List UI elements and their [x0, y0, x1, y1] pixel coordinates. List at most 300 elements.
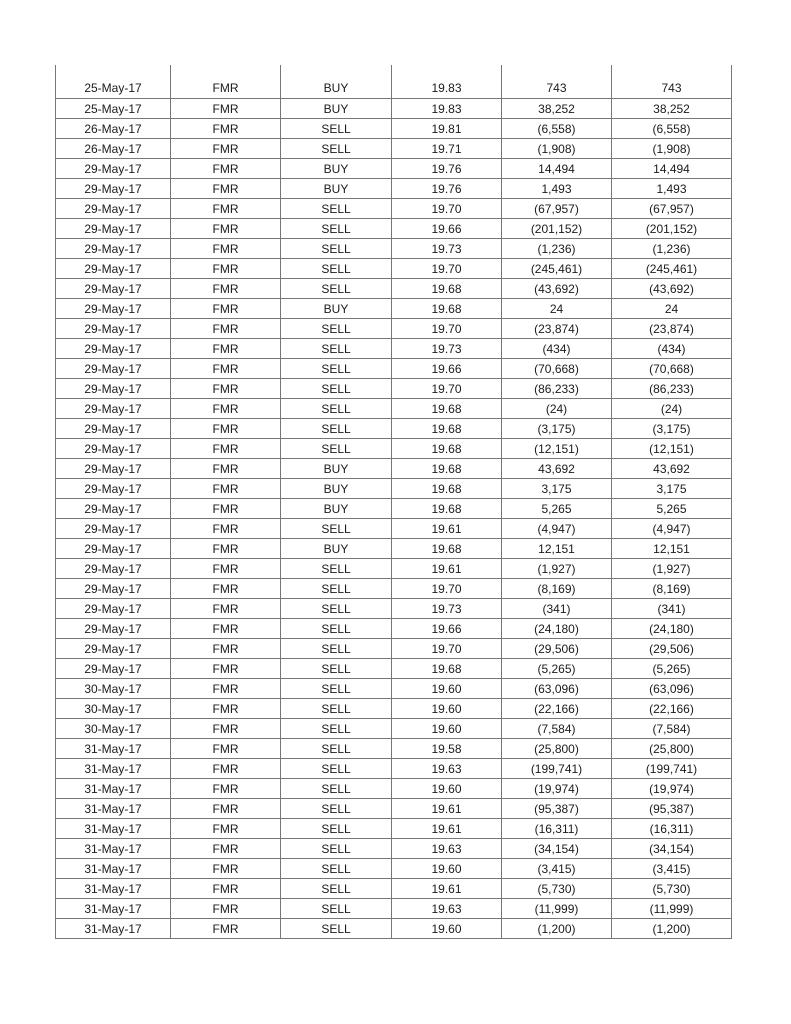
- price-cell: 19.60: [392, 719, 502, 739]
- shares-change-cell: (23,874): [502, 319, 612, 339]
- price-cell: 19.83: [392, 65, 502, 99]
- table-row: [56, 319, 732, 339]
- firm-cell: FMR: [171, 359, 281, 379]
- firm-cell: FMR: [171, 839, 281, 859]
- price-cell: 19.61: [392, 559, 502, 579]
- shares-total-cell: (8,169): [612, 579, 732, 599]
- firm-cell: FMR: [171, 779, 281, 799]
- date-cell: 29-May-17: [56, 659, 171, 679]
- price-cell: 19.60: [392, 859, 502, 879]
- firm-cell: FMR: [171, 119, 281, 139]
- price-cell: 19.81: [392, 119, 502, 139]
- shares-change-cell: 14,494: [502, 159, 612, 179]
- price-cell: 19.68: [392, 539, 502, 559]
- shares-total-cell: (12,151): [612, 439, 732, 459]
- price-cell: 19.60: [392, 779, 502, 799]
- date-cell: 29-May-17: [56, 499, 171, 519]
- date-cell: 29-May-17: [56, 379, 171, 399]
- table-row: [56, 399, 732, 419]
- side-cell: SELL: [281, 119, 392, 139]
- date-cell: 29-May-17: [56, 319, 171, 339]
- shares-total-cell: (11,999): [612, 899, 732, 919]
- firm-cell: FMR: [171, 279, 281, 299]
- shares-change-cell: (3,415): [502, 859, 612, 879]
- table-row: [56, 679, 732, 699]
- shares-total-cell: (6,558): [612, 119, 732, 139]
- side-cell: BUY: [281, 539, 392, 559]
- date-cell: 29-May-17: [56, 179, 171, 199]
- side-cell: SELL: [281, 319, 392, 339]
- shares-change-cell: 1,493: [502, 179, 612, 199]
- price-cell: 19.68: [392, 479, 502, 499]
- price-cell: 19.66: [392, 619, 502, 639]
- shares-total-cell: (95,387): [612, 799, 732, 819]
- date-cell: 29-May-17: [56, 519, 171, 539]
- side-cell: BUY: [281, 479, 392, 499]
- firm-cell: FMR: [171, 759, 281, 779]
- date-cell: 31-May-17: [56, 899, 171, 919]
- firm-cell: FMR: [171, 819, 281, 839]
- table-row: [56, 719, 732, 739]
- date-cell: 29-May-17: [56, 459, 171, 479]
- shares-total-cell: (3,175): [612, 419, 732, 439]
- price-cell: 19.73: [392, 239, 502, 259]
- table-row: [56, 919, 732, 939]
- shares-change-cell: (63,096): [502, 679, 612, 699]
- firm-cell: FMR: [171, 879, 281, 899]
- side-cell: SELL: [281, 259, 392, 279]
- side-cell: SELL: [281, 859, 392, 879]
- date-cell: 31-May-17: [56, 879, 171, 899]
- shares-total-cell: (3,415): [612, 859, 732, 879]
- side-cell: SELL: [281, 699, 392, 719]
- firm-cell: FMR: [171, 519, 281, 539]
- shares-total-cell: (63,096): [612, 679, 732, 699]
- table-row: [56, 779, 732, 799]
- table-row: [56, 379, 732, 399]
- table-row: [56, 619, 732, 639]
- table-row: [56, 519, 732, 539]
- side-cell: SELL: [281, 799, 392, 819]
- firm-cell: FMR: [171, 199, 281, 219]
- table-row: [56, 259, 732, 279]
- shares-total-cell: (1,908): [612, 139, 732, 159]
- price-cell: 19.63: [392, 839, 502, 859]
- price-cell: 19.70: [392, 379, 502, 399]
- date-cell: 31-May-17: [56, 919, 171, 939]
- date-cell: 30-May-17: [56, 679, 171, 699]
- date-cell: 29-May-17: [56, 199, 171, 219]
- date-cell: 25-May-17: [56, 65, 171, 99]
- shares-change-cell: (6,558): [502, 119, 612, 139]
- price-cell: 19.76: [392, 179, 502, 199]
- date-cell: 31-May-17: [56, 839, 171, 859]
- date-cell: 29-May-17: [56, 359, 171, 379]
- shares-change-cell: (5,265): [502, 659, 612, 679]
- firm-cell: FMR: [171, 259, 281, 279]
- firm-cell: FMR: [171, 439, 281, 459]
- side-cell: SELL: [281, 219, 392, 239]
- shares-change-cell: (95,387): [502, 799, 612, 819]
- date-cell: 29-May-17: [56, 259, 171, 279]
- shares-change-cell: (1,200): [502, 919, 612, 939]
- table-row: [56, 119, 732, 139]
- shares-change-cell: (245,461): [502, 259, 612, 279]
- firm-cell: FMR: [171, 719, 281, 739]
- trades-table: [55, 65, 732, 939]
- table-row: [56, 699, 732, 719]
- shares-change-cell: (434): [502, 339, 612, 359]
- shares-change-cell: (22,166): [502, 699, 612, 719]
- table-row: [56, 179, 732, 199]
- shares-change-cell: (86,233): [502, 379, 612, 399]
- shares-total-cell: (341): [612, 599, 732, 619]
- date-cell: 29-May-17: [56, 619, 171, 639]
- side-cell: SELL: [281, 879, 392, 899]
- price-cell: 19.61: [392, 799, 502, 819]
- price-cell: 19.68: [392, 459, 502, 479]
- table-row: [56, 859, 732, 879]
- shares-total-cell: (29,506): [612, 639, 732, 659]
- price-cell: 19.70: [392, 319, 502, 339]
- table-row: [56, 559, 732, 579]
- table-row: [56, 579, 732, 599]
- shares-total-cell: (1,236): [612, 239, 732, 259]
- price-cell: 19.70: [392, 199, 502, 219]
- firm-cell: FMR: [171, 65, 281, 99]
- shares-total-cell: 743: [612, 65, 732, 99]
- shares-total-cell: (34,154): [612, 839, 732, 859]
- shares-change-cell: (1,927): [502, 559, 612, 579]
- side-cell: SELL: [281, 519, 392, 539]
- shares-total-cell: (24,180): [612, 619, 732, 639]
- side-cell: SELL: [281, 399, 392, 419]
- side-cell: SELL: [281, 719, 392, 739]
- price-cell: 19.70: [392, 639, 502, 659]
- price-cell: 19.66: [392, 219, 502, 239]
- side-cell: SELL: [281, 139, 392, 159]
- side-cell: BUY: [281, 99, 392, 119]
- price-cell: 19.63: [392, 759, 502, 779]
- firm-cell: FMR: [171, 859, 281, 879]
- shares-change-cell: (16,311): [502, 819, 612, 839]
- shares-change-cell: (1,908): [502, 139, 612, 159]
- date-cell: 30-May-17: [56, 719, 171, 739]
- side-cell: SELL: [281, 759, 392, 779]
- price-cell: 19.68: [392, 279, 502, 299]
- date-cell: 29-May-17: [56, 219, 171, 239]
- date-cell: 29-May-17: [56, 639, 171, 659]
- shares-total-cell: 24: [612, 299, 732, 319]
- side-cell: SELL: [281, 639, 392, 659]
- price-cell: 19.60: [392, 919, 502, 939]
- side-cell: SELL: [281, 819, 392, 839]
- table-row: [56, 199, 732, 219]
- table-row: [56, 419, 732, 439]
- table-row: [56, 759, 732, 779]
- side-cell: SELL: [281, 779, 392, 799]
- shares-change-cell: (7,584): [502, 719, 612, 739]
- firm-cell: FMR: [171, 739, 281, 759]
- price-cell: 19.63: [392, 899, 502, 919]
- table-row: [56, 339, 732, 359]
- table-row: [56, 159, 732, 179]
- side-cell: SELL: [281, 579, 392, 599]
- shares-total-cell: (25,800): [612, 739, 732, 759]
- shares-change-cell: 5,265: [502, 499, 612, 519]
- side-cell: BUY: [281, 459, 392, 479]
- date-cell: 31-May-17: [56, 759, 171, 779]
- table-row: [56, 639, 732, 659]
- shares-total-cell: (16,311): [612, 819, 732, 839]
- firm-cell: FMR: [171, 599, 281, 619]
- firm-cell: FMR: [171, 639, 281, 659]
- price-cell: 19.68: [392, 659, 502, 679]
- price-cell: 19.71: [392, 139, 502, 159]
- table-row: [56, 279, 732, 299]
- date-cell: 29-May-17: [56, 279, 171, 299]
- firm-cell: FMR: [171, 239, 281, 259]
- table-row: [56, 239, 732, 259]
- firm-cell: FMR: [171, 699, 281, 719]
- side-cell: SELL: [281, 919, 392, 939]
- side-cell: BUY: [281, 179, 392, 199]
- table-row: [56, 879, 732, 899]
- shares-change-cell: (11,999): [502, 899, 612, 919]
- shares-total-cell: (70,668): [612, 359, 732, 379]
- side-cell: SELL: [281, 559, 392, 579]
- date-cell: 31-May-17: [56, 799, 171, 819]
- firm-cell: FMR: [171, 919, 281, 939]
- side-cell: SELL: [281, 239, 392, 259]
- shares-total-cell: 3,175: [612, 479, 732, 499]
- shares-change-cell: (199,741): [502, 759, 612, 779]
- date-cell: 29-May-17: [56, 419, 171, 439]
- shares-change-cell: (25,800): [502, 739, 612, 759]
- side-cell: SELL: [281, 739, 392, 759]
- shares-total-cell: (1,927): [612, 559, 732, 579]
- side-cell: SELL: [281, 619, 392, 639]
- shares-change-cell: (19,974): [502, 779, 612, 799]
- table-row: [56, 539, 732, 559]
- firm-cell: FMR: [171, 419, 281, 439]
- shares-change-cell: (3,175): [502, 419, 612, 439]
- shares-total-cell: (23,874): [612, 319, 732, 339]
- date-cell: 29-May-17: [56, 159, 171, 179]
- firm-cell: FMR: [171, 539, 281, 559]
- firm-cell: FMR: [171, 659, 281, 679]
- shares-change-cell: (43,692): [502, 279, 612, 299]
- side-cell: BUY: [281, 159, 392, 179]
- shares-change-cell: (5,730): [502, 879, 612, 899]
- shares-change-cell: (24,180): [502, 619, 612, 639]
- side-cell: BUY: [281, 499, 392, 519]
- shares-change-cell: (12,151): [502, 439, 612, 459]
- shares-total-cell: (434): [612, 339, 732, 359]
- shares-total-cell: 43,692: [612, 459, 732, 479]
- shares-total-cell: 1,493: [612, 179, 732, 199]
- price-cell: 19.70: [392, 259, 502, 279]
- price-cell: 19.66: [392, 359, 502, 379]
- side-cell: SELL: [281, 339, 392, 359]
- price-cell: 19.73: [392, 599, 502, 619]
- shares-total-cell: (5,730): [612, 879, 732, 899]
- side-cell: SELL: [281, 439, 392, 459]
- table-row: [56, 899, 732, 919]
- side-cell: BUY: [281, 299, 392, 319]
- firm-cell: FMR: [171, 139, 281, 159]
- shares-change-cell: (201,152): [502, 219, 612, 239]
- date-cell: 29-May-17: [56, 579, 171, 599]
- date-cell: 29-May-17: [56, 539, 171, 559]
- side-cell: SELL: [281, 899, 392, 919]
- firm-cell: FMR: [171, 619, 281, 639]
- table-row: [56, 139, 732, 159]
- table-row: [56, 499, 732, 519]
- shares-total-cell: (22,166): [612, 699, 732, 719]
- price-cell: 19.73: [392, 339, 502, 359]
- side-cell: SELL: [281, 679, 392, 699]
- price-cell: 19.83: [392, 99, 502, 119]
- date-cell: 31-May-17: [56, 819, 171, 839]
- shares-change-cell: 38,252: [502, 99, 612, 119]
- shares-change-cell: (34,154): [502, 839, 612, 859]
- shares-total-cell: (67,957): [612, 199, 732, 219]
- shares-change-cell: (70,668): [502, 359, 612, 379]
- price-cell: 19.68: [392, 399, 502, 419]
- firm-cell: FMR: [171, 99, 281, 119]
- side-cell: SELL: [281, 839, 392, 859]
- date-cell: 25-May-17: [56, 99, 171, 119]
- date-cell: 31-May-17: [56, 739, 171, 759]
- table-row: [56, 839, 732, 859]
- table-row: [56, 359, 732, 379]
- firm-cell: FMR: [171, 479, 281, 499]
- date-cell: 29-May-17: [56, 339, 171, 359]
- date-cell: 29-May-17: [56, 479, 171, 499]
- shares-total-cell: (19,974): [612, 779, 732, 799]
- date-cell: 29-May-17: [56, 399, 171, 419]
- date-cell: 29-May-17: [56, 239, 171, 259]
- trades-table-body: [56, 65, 732, 939]
- side-cell: SELL: [281, 359, 392, 379]
- table-row: [56, 819, 732, 839]
- price-cell: 19.60: [392, 699, 502, 719]
- shares-total-cell: (199,741): [612, 759, 732, 779]
- price-cell: 19.60: [392, 679, 502, 699]
- date-cell: 29-May-17: [56, 559, 171, 579]
- table-row: [56, 659, 732, 679]
- shares-total-cell: 14,494: [612, 159, 732, 179]
- date-cell: 26-May-17: [56, 119, 171, 139]
- shares-total-cell: (1,200): [612, 919, 732, 939]
- shares-total-cell: 5,265: [612, 499, 732, 519]
- side-cell: SELL: [281, 279, 392, 299]
- price-cell: 19.76: [392, 159, 502, 179]
- side-cell: BUY: [281, 65, 392, 99]
- side-cell: SELL: [281, 419, 392, 439]
- date-cell: 29-May-17: [56, 599, 171, 619]
- price-cell: 19.61: [392, 519, 502, 539]
- shares-change-cell: (1,236): [502, 239, 612, 259]
- table-row: [56, 65, 732, 99]
- price-cell: 19.58: [392, 739, 502, 759]
- shares-change-cell: 743: [502, 65, 612, 99]
- shares-change-cell: 3,175: [502, 479, 612, 499]
- shares-change-cell: (67,957): [502, 199, 612, 219]
- shares-change-cell: (4,947): [502, 519, 612, 539]
- date-cell: 31-May-17: [56, 859, 171, 879]
- price-cell: 19.68: [392, 499, 502, 519]
- side-cell: SELL: [281, 199, 392, 219]
- shares-total-cell: (7,584): [612, 719, 732, 739]
- table-row: [56, 439, 732, 459]
- shares-total-cell: (86,233): [612, 379, 732, 399]
- shares-change-cell: 12,151: [502, 539, 612, 559]
- price-cell: 19.68: [392, 299, 502, 319]
- firm-cell: FMR: [171, 899, 281, 919]
- firm-cell: FMR: [171, 379, 281, 399]
- table-row: [56, 219, 732, 239]
- shares-change-cell: 24: [502, 299, 612, 319]
- firm-cell: FMR: [171, 579, 281, 599]
- side-cell: SELL: [281, 599, 392, 619]
- price-cell: 19.68: [392, 419, 502, 439]
- firm-cell: FMR: [171, 339, 281, 359]
- firm-cell: FMR: [171, 559, 281, 579]
- shares-total-cell: 38,252: [612, 99, 732, 119]
- table-row: [56, 99, 732, 119]
- table-row: [56, 459, 732, 479]
- table-row: [56, 739, 732, 759]
- shares-total-cell: (24): [612, 399, 732, 419]
- firm-cell: FMR: [171, 499, 281, 519]
- shares-change-cell: (29,506): [502, 639, 612, 659]
- table-row: [56, 599, 732, 619]
- firm-cell: FMR: [171, 299, 281, 319]
- shares-total-cell: (43,692): [612, 279, 732, 299]
- date-cell: 31-May-17: [56, 779, 171, 799]
- date-cell: 26-May-17: [56, 139, 171, 159]
- firm-cell: FMR: [171, 679, 281, 699]
- side-cell: SELL: [281, 659, 392, 679]
- date-cell: 30-May-17: [56, 699, 171, 719]
- firm-cell: FMR: [171, 399, 281, 419]
- firm-cell: FMR: [171, 319, 281, 339]
- date-cell: 29-May-17: [56, 299, 171, 319]
- shares-total-cell: (245,461): [612, 259, 732, 279]
- table-row: [56, 479, 732, 499]
- shares-change-cell: (8,169): [502, 579, 612, 599]
- shares-change-cell: (341): [502, 599, 612, 619]
- shares-total-cell: 12,151: [612, 539, 732, 559]
- price-cell: 19.70: [392, 579, 502, 599]
- shares-change-cell: (24): [502, 399, 612, 419]
- shares-change-cell: 43,692: [502, 459, 612, 479]
- firm-cell: FMR: [171, 799, 281, 819]
- price-cell: 19.61: [392, 819, 502, 839]
- shares-total-cell: (5,265): [612, 659, 732, 679]
- firm-cell: FMR: [171, 159, 281, 179]
- shares-total-cell: (4,947): [612, 519, 732, 539]
- shares-total-cell: (201,152): [612, 219, 732, 239]
- table-row: [56, 799, 732, 819]
- firm-cell: FMR: [171, 179, 281, 199]
- date-cell: 29-May-17: [56, 439, 171, 459]
- side-cell: SELL: [281, 379, 392, 399]
- price-cell: 19.68: [392, 439, 502, 459]
- firm-cell: FMR: [171, 459, 281, 479]
